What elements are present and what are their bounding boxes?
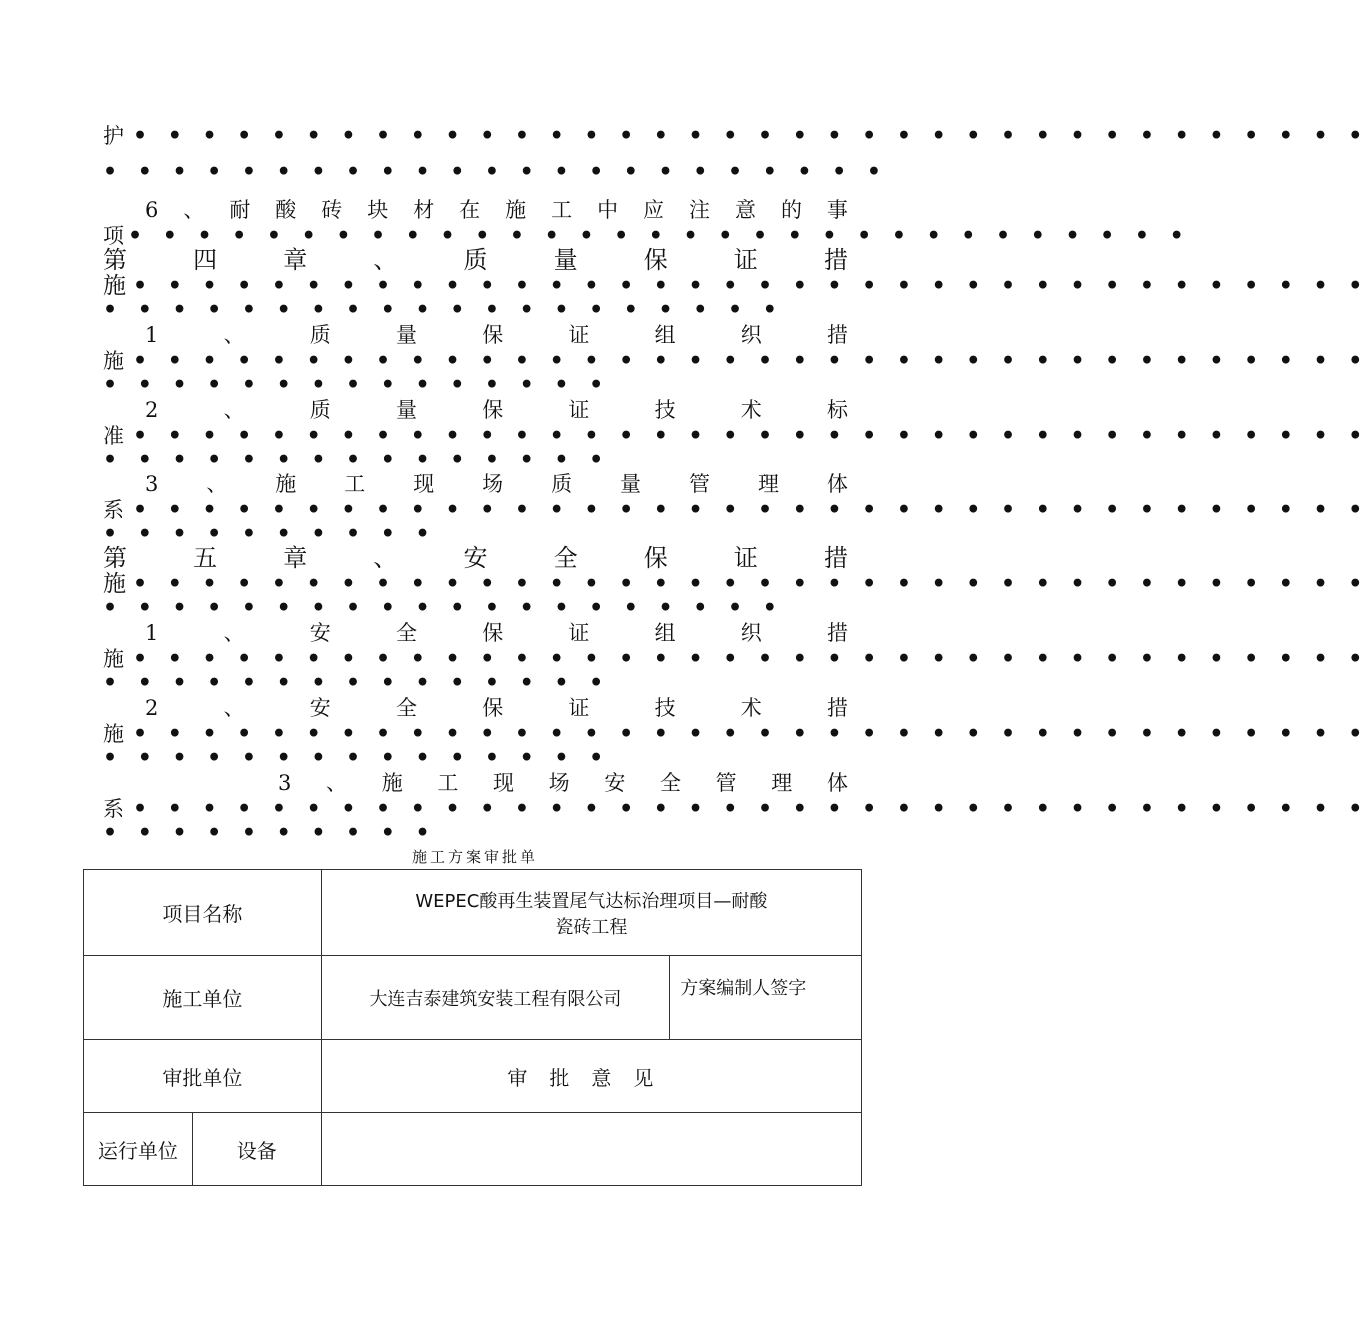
toc-glyph: 现: [493, 771, 514, 795]
toc-line-5: [145, 398, 848, 422]
toc-glyph: 措: [827, 696, 848, 720]
leader-dots: • • • • • • • • • • • • • • • • • • • • • • • • • • • • • • • • • • • •: [133, 123, 1369, 149]
contractor-label: 施工单位: [84, 956, 322, 1040]
toc-glyph: 保: [482, 398, 504, 422]
toc-glyph: 管: [689, 472, 710, 496]
toc-glyph: 1: [145, 323, 159, 347]
toc-glyph: 、: [223, 696, 245, 720]
toc-glyph: 施: [381, 771, 403, 795]
leader-dots: • • • • • • • • • • • • • • • • • • • • • • • • • • • • • • • • • • • •: [133, 571, 1369, 597]
toc-glyph: 1: [145, 621, 159, 645]
toc-glyph: 织: [740, 621, 762, 645]
leader-dots: • • • • • • • • • • • • • • •: [103, 447, 610, 473]
toc-glyph: 2: [145, 696, 159, 720]
toc-glyph: 证: [568, 696, 590, 720]
toc-glyph: 量: [620, 472, 642, 496]
toc-glyph: 全: [553, 544, 578, 572]
leader-dots: • • • • • • • • • • • • • • • • • • • • • • • • • • • • • • • • • • • •: [133, 721, 1369, 747]
approval-unit-label: 审批单位: [84, 1040, 322, 1113]
leader-dots: • • • • • • • • • • • • • • • • • • • • • • • • • • • • • • •: [128, 223, 1191, 249]
toc-glyph: 2: [145, 398, 159, 422]
toc-glyph: 量: [553, 246, 578, 274]
contractor-value: 大连吉泰建筑安装工程有限公司: [321, 956, 670, 1040]
toc-glyph: 质: [463, 246, 488, 274]
toc-glyph: 保: [482, 323, 504, 347]
toc-glyph: 四: [193, 246, 218, 274]
toc-glyph: 安: [604, 771, 626, 795]
toc-glyph: 理: [757, 472, 779, 496]
toc-glyph: 安: [309, 696, 331, 720]
toc-chapter-4: [103, 248, 848, 272]
toc-glyph: 证: [733, 544, 758, 572]
leader-dots: • • • • • • • • • •: [103, 521, 437, 547]
toc-glyph: 证: [733, 246, 758, 274]
approval-opinion-cell[interactable]: [321, 1113, 861, 1186]
toc-glyph: 现: [413, 472, 435, 496]
leader-dots: • • • • • • • • • • • • • • • • • • • •: [103, 595, 784, 621]
leader-dots: • • • • • • • • • • • • • • • • • • • •: [103, 297, 784, 323]
toc-glyph: 在: [459, 198, 481, 222]
toc-glyph: 工: [344, 472, 366, 496]
operating-unit-label: 运行单位: [84, 1113, 193, 1186]
toc-glyph: 理: [771, 771, 793, 795]
toc-glyph: 质: [309, 398, 331, 422]
toc-cont: 施: [103, 571, 126, 597]
leader-dots: • • • • • • • • • • • • • • • • • • • • • • • • • • • • • • • • • • • •: [133, 273, 1369, 299]
equipment-label: 设备: [192, 1113, 321, 1186]
project-name-line1: WEPEC酸再生装置尾气达标治理项目—耐酸: [415, 890, 768, 912]
toc-glyph: 章: [283, 246, 308, 274]
toc-glyph: 、: [373, 246, 398, 274]
toc-cont: 系: [103, 498, 124, 522]
toc-glyph: 砖: [321, 198, 343, 222]
toc-glyph: 保: [643, 246, 668, 274]
toc-chapter-5: [103, 546, 848, 570]
toc-cont: 系: [103, 797, 124, 821]
toc-glyph: 措: [824, 544, 848, 572]
leader-dots: • • • • • • • • • • • • • • •: [103, 372, 610, 398]
toc-line-8: [145, 621, 848, 645]
toc-glyph: 术: [740, 696, 762, 720]
toc-glyph: 措: [827, 323, 848, 347]
toc-glyph: 全: [395, 621, 417, 645]
toc-glyph: 第: [103, 246, 127, 274]
toc-glyph: 施: [275, 472, 297, 496]
form-caption: 施工方案审批单: [411, 848, 538, 866]
toc-glyph: 应: [643, 198, 665, 222]
toc-cont: 施: [103, 722, 124, 746]
toc-glyph: 、: [223, 323, 245, 347]
toc-line-6: [145, 472, 848, 496]
toc-glyph: 施: [505, 198, 527, 222]
approval-opinion-label: 审批意见: [321, 1040, 861, 1113]
leader-dots: • • • • • • • • • • • • • • • • • • • • • • • • • • • • • • • • • • • •: [133, 423, 1369, 449]
toc-glyph: 全: [659, 771, 681, 795]
toc-glyph: 量: [395, 398, 417, 422]
toc-glyph: 、: [223, 398, 245, 422]
toc-glyph: 场: [482, 472, 504, 496]
toc-glyph: 质: [309, 323, 331, 347]
toc-glyph: 安: [309, 621, 331, 645]
toc-glyph: 材: [413, 198, 435, 222]
toc-glyph: 全: [395, 696, 417, 720]
toc-glyph: 的: [780, 198, 802, 222]
toc-glyph: 、: [373, 544, 398, 572]
toc-cont: 施: [103, 349, 124, 373]
toc-line-2: [145, 198, 848, 222]
toc-glyph: 证: [568, 398, 590, 422]
signature-label: 方案编制人签字: [670, 956, 862, 1040]
toc-glyph: 组: [654, 621, 676, 645]
toc-line-9: [145, 696, 848, 720]
toc-glyph: 、: [183, 198, 205, 222]
toc-cont: 施: [103, 273, 126, 299]
toc-glyph: 织: [740, 323, 762, 347]
toc-glyph: 术: [740, 398, 762, 422]
toc-word: 护: [103, 124, 124, 148]
toc-glyph: 安: [463, 544, 488, 572]
toc-glyph: 第: [103, 544, 127, 572]
toc-glyph: 耐: [229, 198, 251, 222]
toc-glyph: 技: [654, 398, 676, 422]
toc-glyph: 措: [827, 621, 848, 645]
toc-glyph: 证: [568, 323, 590, 347]
project-name-label: 项目名称: [84, 870, 322, 956]
toc-glyph: 中: [597, 198, 619, 222]
approval-form-table: [83, 869, 862, 1186]
toc-line-4: [145, 323, 848, 347]
leader-dots: • • • • • • • • • • • • • • •: [103, 745, 610, 771]
toc-glyph: 意: [734, 198, 756, 222]
toc-glyph: 工: [551, 198, 573, 222]
toc-glyph: 保: [482, 696, 504, 720]
toc-glyph: 3: [278, 771, 292, 795]
toc-glyph: 工: [437, 771, 459, 795]
leader-dots: • • • • • • • • • • • • • • • • • • • • • • • • • • • • • • • • • • • •: [133, 646, 1369, 672]
toc-glyph: 、: [223, 621, 245, 645]
toc-line-10: [278, 771, 848, 795]
project-name-line2: 瓷砖工程: [555, 916, 628, 938]
toc-glyph: 注: [689, 198, 710, 222]
toc-cont: 准: [103, 424, 124, 448]
toc-glyph: 管: [715, 771, 737, 795]
leader-dots: • • • • • • • • • • • • • • • • • • • • • • • • • • • • • • • • • • • •: [133, 497, 1369, 523]
toc-glyph: 章: [283, 544, 308, 572]
toc-glyph: 酸: [275, 198, 297, 222]
toc-glyph: 质: [551, 472, 573, 496]
toc-glyph: 五: [193, 544, 218, 572]
project-name-value: [321, 870, 861, 956]
toc-glyph: 保: [482, 621, 504, 645]
toc-glyph: 6: [145, 198, 159, 222]
leader-dots: • • • • • • • • • • • • • • •: [103, 670, 610, 696]
toc-glyph: 3: [145, 472, 159, 496]
toc-glyph: 块: [367, 198, 389, 222]
leader-dots: • • • • • • • • • •: [103, 820, 437, 846]
toc-glyph: 组: [654, 323, 676, 347]
toc-glyph: 场: [548, 771, 570, 795]
leader-dots: • • • • • • • • • • • • • • • • • • • • • • •: [103, 159, 888, 185]
toc-glyph: 、: [326, 771, 348, 795]
toc-glyph: 量: [395, 323, 417, 347]
toc-glyph: 技: [654, 696, 676, 720]
toc-glyph: 措: [824, 246, 848, 274]
toc-cont: 项: [103, 224, 124, 248]
toc-glyph: 标: [827, 398, 848, 422]
leader-dots: • • • • • • • • • • • • • • • • • • • • • • • • • • • • • • • • • • • •: [133, 348, 1369, 374]
toc-glyph: 保: [643, 544, 668, 572]
toc-glyph: 、: [206, 472, 228, 496]
toc-glyph: 体: [826, 472, 848, 496]
toc-glyph: 体: [826, 771, 848, 795]
toc-glyph: 证: [568, 621, 590, 645]
toc-glyph: 事: [826, 198, 848, 222]
toc-cont: 施: [103, 647, 124, 671]
leader-dots: • • • • • • • • • • • • • • • • • • • • • • • • • • • • • • • • • • • •: [133, 796, 1369, 822]
